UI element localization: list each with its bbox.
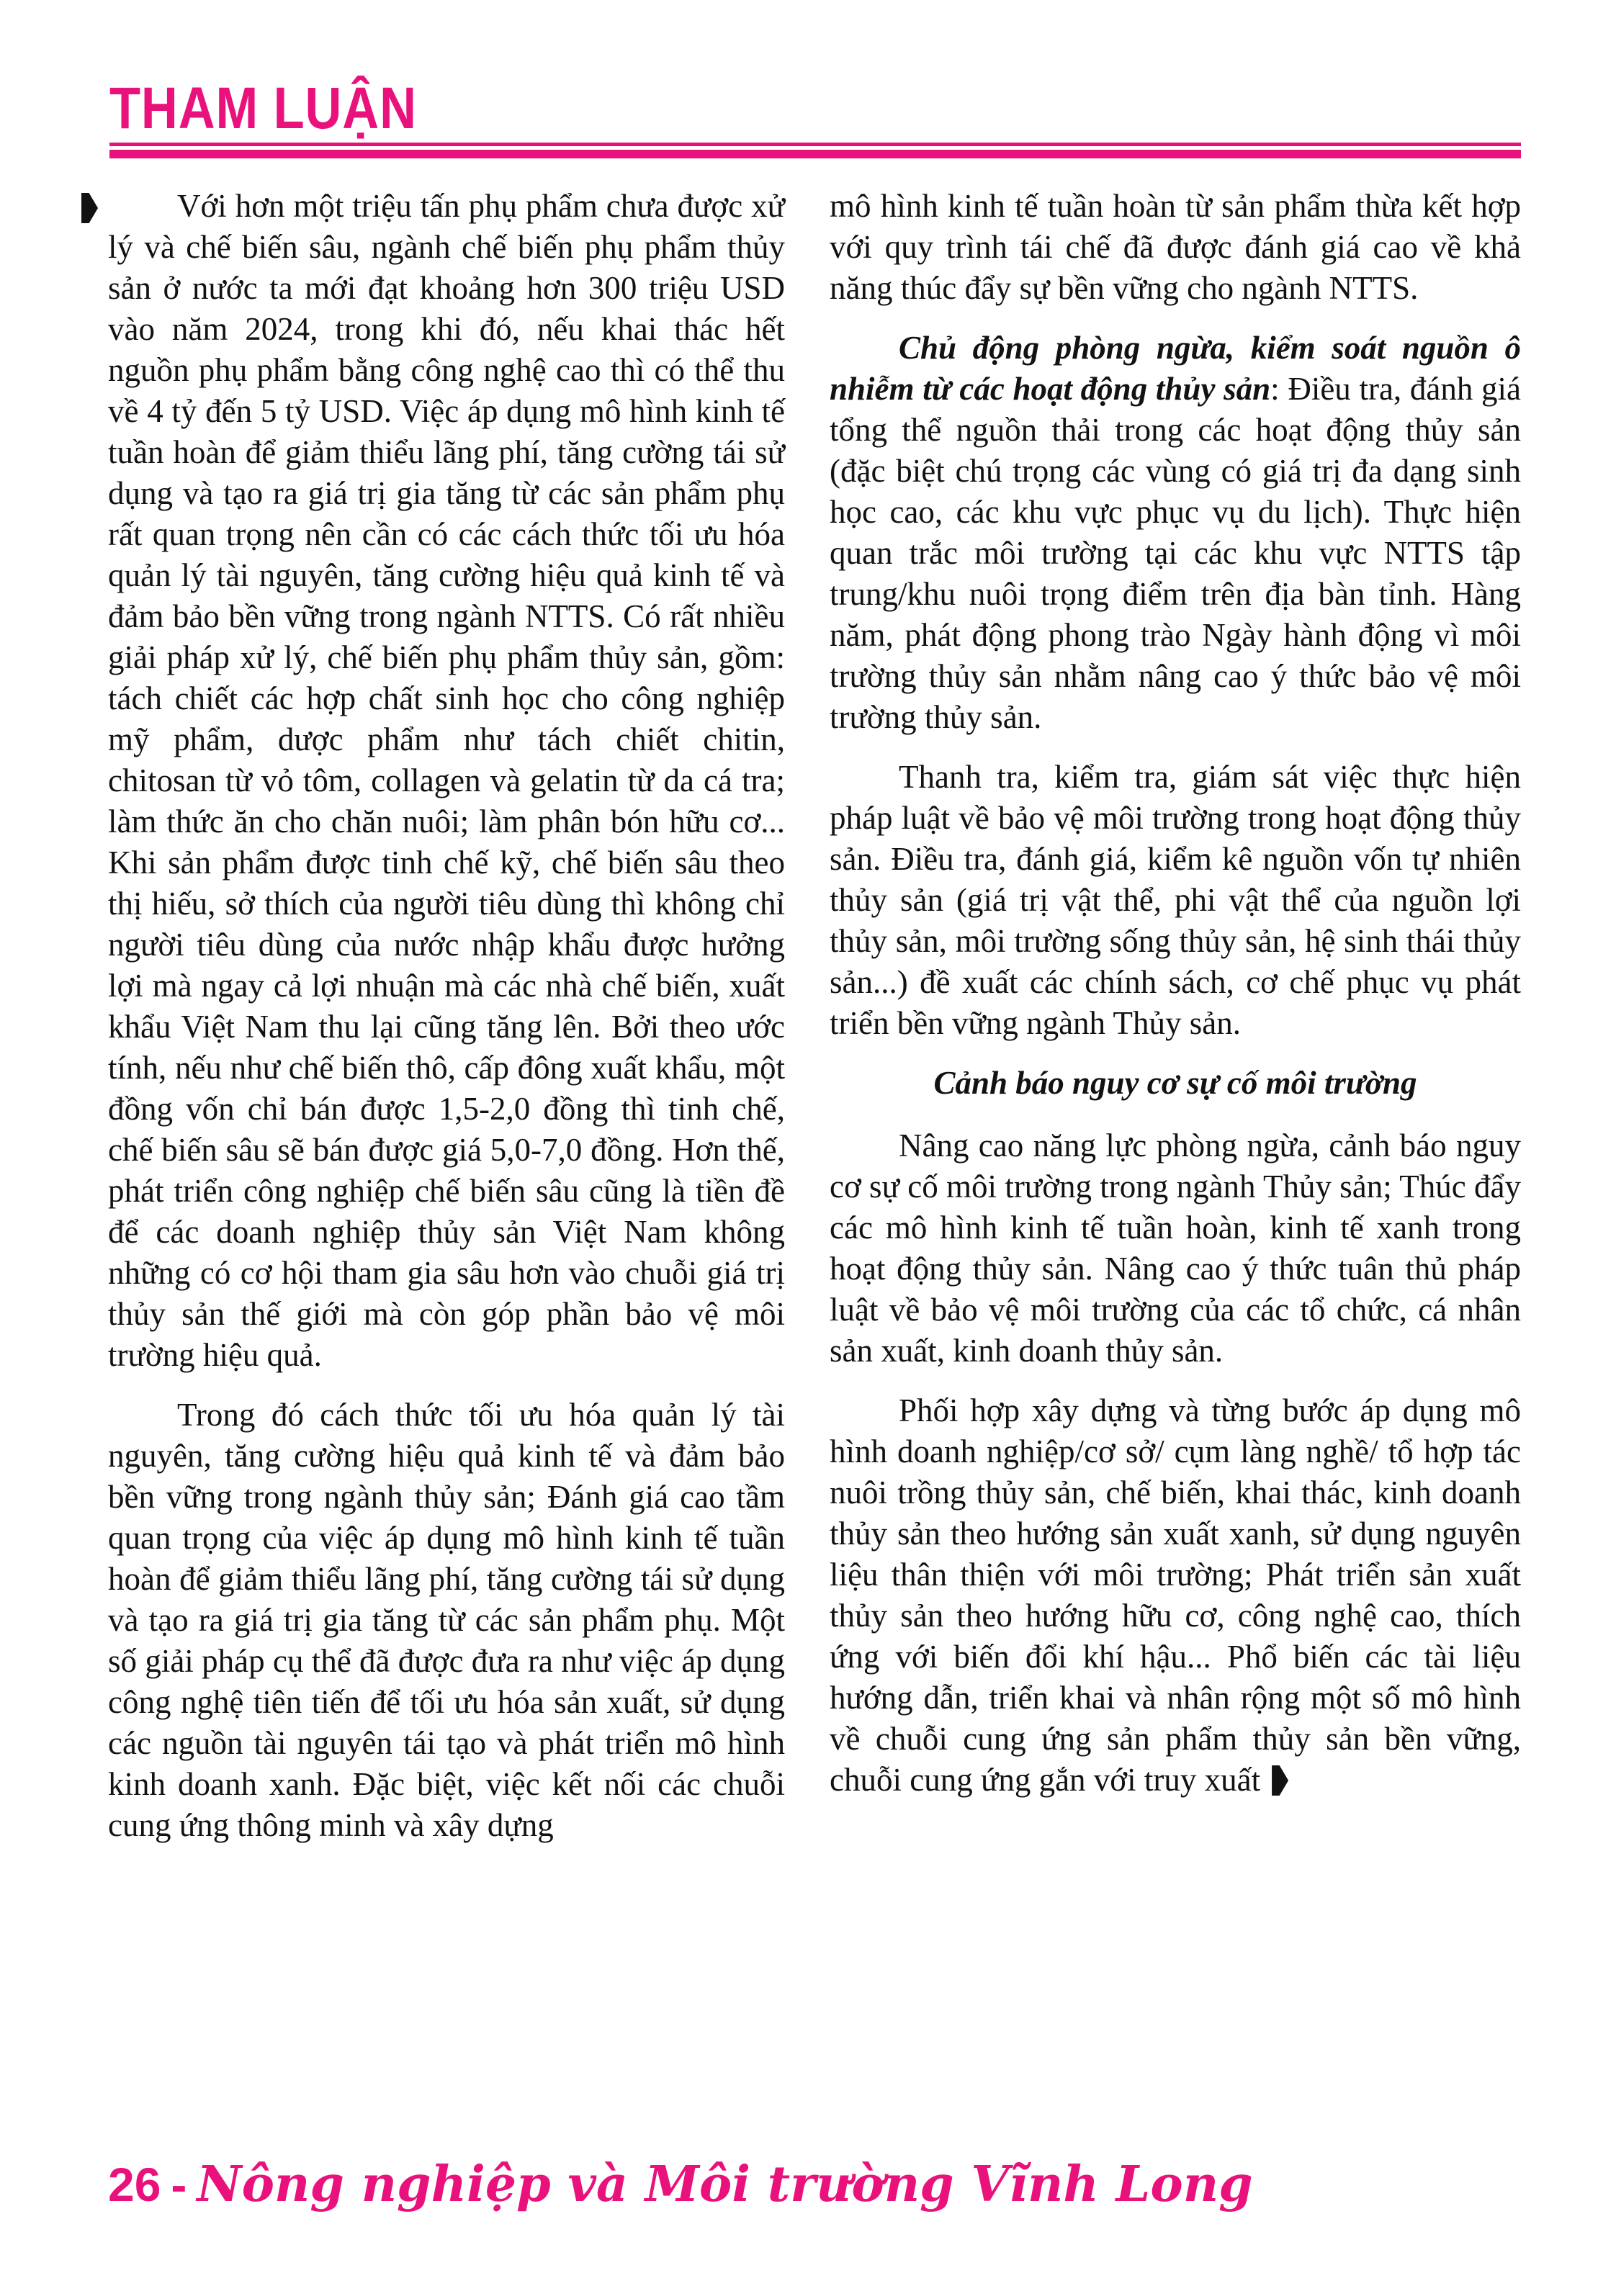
journal-title: Nông nghiệp và Môi trường Vĩnh Long [197,2156,1253,2213]
continuation-arrow-icon [1272,1765,1288,1796]
sub-heading: Cảnh báo nguy cơ sự cố môi trường [933,1065,1417,1101]
paragraph: Với hơn một triệu tấn phụ phẩm chưa được xử lý và chế biến sâu, ngành chế biến phụ phẩm thủy sản ở nước ta mới đạt khoảng hơn 300 triệu USD vào năm 2024, trong khi đó, nếu khai thác hết nguồn phụ phẩm bằng công nghệ cao thì có thể thu về 4 tỷ đến 5 tỷ USD. Việc áp dụng mô hình kinh tế tuần hoàn để giảm thiểu lãng phí, tăng cường tái sử dụng và tạo ra giá trị gia tăng từ các sản phẩm phụ rất quan trọng nên cần có các cách thức tối ưu hóa quản lý tài nguyên, tăng cường hiệu quả kinh tế và đảm bảo bền vững trong ngành NTTS. Có rất nhiều giải pháp xử lý, chế biến phụ phẩm thủy sản, gồm: tách chiết các hợp chất sinh học cho công nghiệp mỹ phẩm, dược phẩm như tách chiết chitin, chitosan từ vỏ tôm, collagen và gelatin từ da cá tra; làm thức ăn cho chăn nuôi; làm phân bón hữu cơ... Khi sản phẩm được tinh chế kỹ, chế biến sâu theo thị hiếu, sở thích của người tiêu dùng thì không chỉ người tiêu dùng của nước nhập khẩu được hưởng lợi mà ngay cả lợi nhuận mà các nhà chế biến, xuất khẩu Việt Nam thu lại cũng tăng lên. Bởi theo ước tính, nếu như chế biến thô, cấp đông xuất khẩu, một đồng vốn chỉ bán được 1,5-2,0 đồng thì tinh chế, chế biến sâu sẽ bán được giá 5,0-7,0 đồng. Hơn thế, phát triển công nghiệp chế biến sâu cũng là tiền đề để các doanh nghiệp thủy sản Việt Nam không những có cơ hội tham gia sâu hơn vào chuỗi giá trị thủy sản thế giới mà còn góp phần bảo vệ môi trường hiệu quả. [108,188,785,1373]
paragraph-start-arrow-icon [81,193,98,223]
left-column [108,186,785,1865]
paragraph: Thanh tra, kiểm tra, giám sát việc thực hiện pháp luật về bảo vệ môi trường trong hoạt động thủy sản. Điều tra, đánh giá, kiểm kê nguồn vốn tự nhiên thủy sản (giá trị vật thể, phi vật thể của nguồn lợi thủy sản, môi trường sống thủy sản, hệ sinh thái thủy sản...) đề xuất các chính sách, cơ chế phục vụ phát triển bền vững ngành Thủy sản. [830,759,1521,1041]
paragraph: Trong đó cách thức tối ưu hóa quản lý tài nguyên, tăng cường hiệu quả kinh tế và đảm bảo bền vững trong ngành thủy sản; Đánh giá cao tầm quan trọng của việc áp dụng mô hình kinh tế tuần hoàn để giảm thiểu lãng phí, tăng cường tái sử dụng và tạo ra giá trị gia tăng từ các sản phẩm phụ. Một số giải pháp cụ thể đã được đưa ra như việc áp dụng công nghệ tiên tiến để tối ưu hóa sản xuất, sử dụng các nguồn tài nguyên tái tạo và phát triển mô hình kinh doanh xanh. Đặc biệt, việc kết nối các chuỗi cung ứng thông minh và xây dựng [108,1397,785,1843]
header-rule [109,143,1521,158]
paragraph: Chủ động phòng ngừa, kiểm soát nguồn ô nhiễm từ các hoạt động thủy sản: Điều tra, đánh giá tổng thể nguồn thải trong các hoạt động thủy sản (đặc biệt chú trọng các vùng có giá trị đa dạng sinh học cao, các khu vực phục vụ du lịch). Thực hiện quan trắc môi trường tại các khu vực NTTS tập trung/khu nuôi trọng điểm trên địa bàn tỉnh. Hàng năm, phát động phong trào Ngày hành động vì môi trường thủy sản nhằm nâng cao ý thức bảo vệ môi trường thủy sản. [830,330,1521,735]
paragraph: Phối hợp xây dựng và từng bước áp dụng mô hình doanh nghiệp/cơ sở/ cụm làng nghề/ tổ hợp tác nuôi trồng thủy sản, chế biến, khai thác, kinh doanh thủy sản theo hướng sản xuất xanh, sử dụng nguyên liệu thân thiện với môi trường; Phát triển sản xuất thủy sản theo hướng hữu cơ, công nghệ cao, thích ứng với biến đổi khí hậu... Phổ biến các tài liệu hướng dẫn, triển khai và nhân rộng một số mô hình về chuỗi cung ứng sản phẩm thủy sản bền vững, chuỗi cung ứng gắn với truy xuất [830,1392,1521,1798]
page-footer [108,2156,1253,2213]
header-rule-thick-line [109,150,1521,158]
page-number: 26 [108,2158,161,2211]
right-column [830,186,1521,1819]
paragraph: mô hình kinh tế tuần hoàn từ sản phẩm thừa kết hợp với quy trình tái chế đã được đánh giá cao về khả năng thúc đẩy sự bền vững cho ngành NTTS. [830,188,1521,306]
paragraph: Nâng cao năng lực phòng ngừa, cảnh báo nguy cơ sự cố môi trường trong ngành Thủy sản; Thúc đẩy các mô hình kinh tế tuần hoàn, kinh tế xanh trong hoạt động thủy sản. Nâng cao ý thức tuân thủ pháp luật về bảo vệ môi trường của các tổ chức, cá nhân sản xuất, kinh doanh thủy sản. [830,1127,1521,1369]
section-header-text: THAM LUẬN [109,76,417,141]
paragraph-lead: Chủ động phòng ngừa, kiểm soát nguồn ô nhiễm từ các hoạt động thủy sản [830,330,1521,407]
footer-separator: - [171,2158,187,2211]
section-header-title [109,78,467,140]
